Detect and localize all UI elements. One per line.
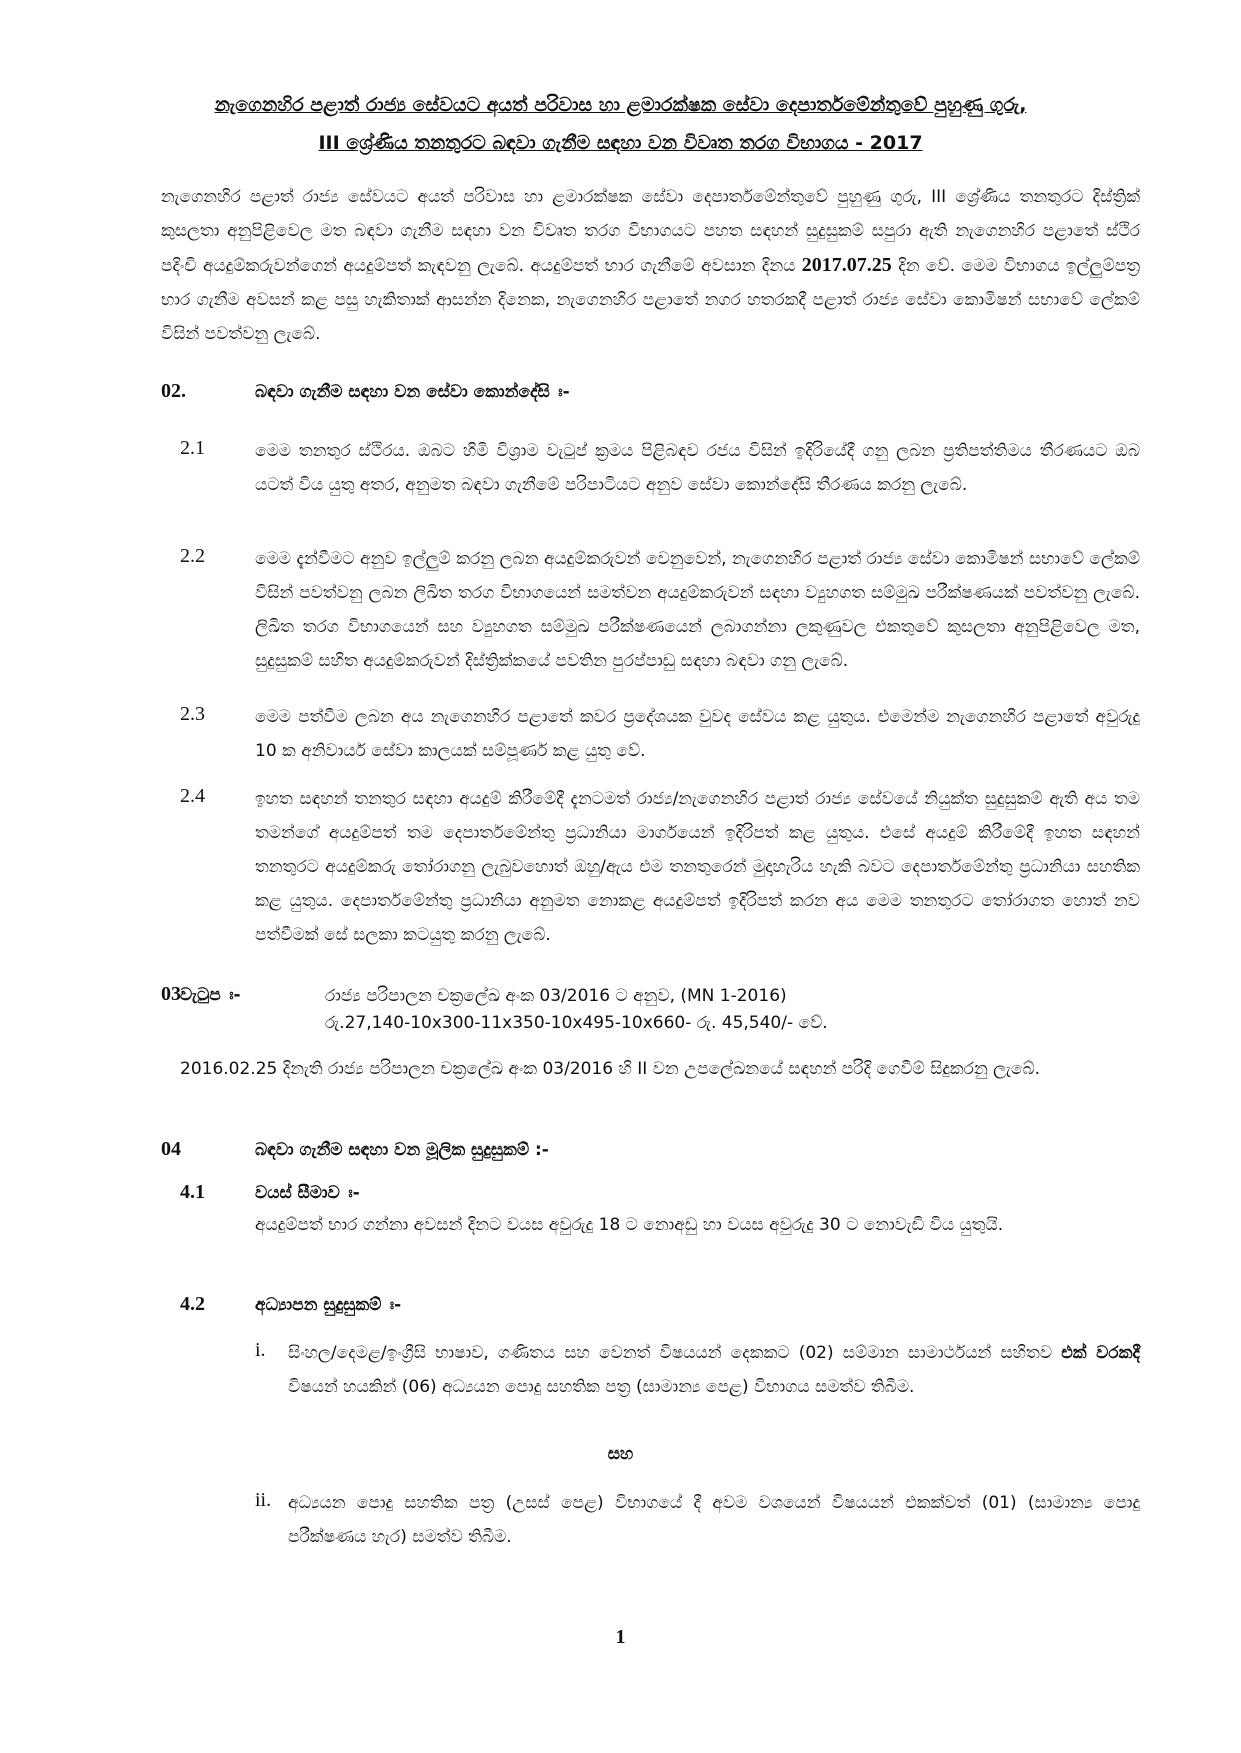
item-2-1-number: 2.1 [180,437,205,459]
salary-circular-line: රාජ්‍ය පරිපාලන චක්‍රලේඛ අංක 03/2016 ට අනුව, (MN 1-2016) [325,986,787,1006]
item-2-2-number: 2.2 [180,545,205,567]
item-2-4-number: 2.4 [180,785,205,807]
document-title-line-1: නැගෙනහිර පළාත් රාජ්‍ය සේවයට අයත් පරිවාස හා ළමාරක්ෂක සේවා දෙපාර්තමේන්තුවේ පුහුණු ගුරු, [214,94,1027,116]
section-3-heading: වැටුප ඃ- [180,985,241,1005]
item-2-1-text: මෙම තනතුර ස්ථිරය. ඔබට හිමි විශ්‍රාම වැටුප් ක්‍රමය පිළිබඳව රජය විසින් ඉදිරියේදී ගනු ලබන ප්‍රතිපත්තිමය තීරණයට ඔබ යටත් විය යුතු අතර, අනුමත බඳවා ගැනීමේ පරිපාටියට අනුව සේවා කොන්දේසි තීරණය කරනු ලැබේ. [255,441,1140,495]
qualification-i-bold: එක් වරකදී [1061,1343,1141,1363]
sub-4-1-number: 4.1 [180,1181,205,1203]
section-2-number: 02. [161,380,186,402]
section-4-heading: බඳවා ගැනීම සඳහා වන මූලික සුදුසුකම් :- [255,1140,549,1160]
sub-4-2-number: 4.2 [180,1293,205,1315]
page-number: 1 [615,1626,626,1648]
salary-note: 2016.02.25 දිනැති රාජ්‍ය පරිපාලන චක්‍රලේඛ අංක 03/2016 හි II වන උපලේඛනයේ සඳහන් පරිදි ගෙවීම් සිදුකරනු ලැබේ. [180,1059,1041,1079]
qualification-i-text [288,1336,1140,1404]
item-2-3-number: 2.3 [180,703,205,725]
qualification-ii-text: අධ්‍යයන පොදු සහතික පත්‍ර (උසස් පෙළ) විභාගයේ දී අවම වශයෙන් විෂයයන් එකක්වත් (01) (සාමාන්‍ය පොදු පරීක්ෂණය හැර) සමත්ව තිබීම. [288,1493,1140,1547]
intro-text-after: දින වේ. මෙම විභාගය ඉල්ලුම්පත්‍ර භාර ගැනීම අවසන් කළ පසු හැකිතාක් ආසන්න දිනෙක, නැගෙනහිර පළාතේ නගර හතරකදී පළාත් රාජ්‍ය සේවා කොමිෂන් සභාවේ ලේකම් විසින් පවත්වනු ලැබේ. [161,256,1141,344]
section-3-number: 03 [161,983,181,1005]
closing-date: 2017.07.25 [801,254,892,276]
document-title-line-2: III ශ්‍රේණිය තනතුරට බඳවා ගැනීම සඳහා වන විවෘත තරග විභාගය - 2017 [318,132,923,154]
intro-paragraph [161,180,1140,351]
item-2-2-text: මෙම දැන්වීමට අනුව ඉල්ලුම් කරනු ලබන අයදුම්කරුවන් වෙනුවෙන්, නැගෙනහිර පළාත් රාජ්‍ය සේවා කොමිෂන් සභාවේ ලේකම් විසින් පවත්වනු ලබන ලිඛිත තරග විභාගයෙන් සමත්වන අයදුම්කරුවන් සඳහා ව්‍යුහගත සම්මුඛ පරීක්ෂණයක් පවත්වනු ලැබේ. ලිඛිත තරග විභාගයෙන් සහ ව්‍යුහගත සම්මුඛ පරීක්ෂණයෙන් ලබාගන්නා ලකුණුවල එකතුවේ කුසලතා අනුපිළිවෙල මත, සුදුසුකම් සහිත අයදුම්කරුවන් දිස්ත්‍රික්කයේ පවතින පුරප්පාඩු සඳහා බඳවා ගනු ලැබේ. [255,549,1140,671]
item-2-3-text: මෙම පත්වීම ලබන අය නැගෙනහිර පළාතේ කවර ප්‍රදේශයක වුවද සේවය කළ යුතුය. එමෙන්ම නැගෙනහිර පළාතේ අවුරුදු 10 ක අනිවාර්ය සේවා කාලයක් සම්පූර්ණ කළ යුතු වේ. [255,707,1140,761]
sub-4-2-heading: අධ්‍යාපන සුදුසුකම් ඃ- [255,1295,402,1315]
qualification-ii-number: ii. [255,1489,272,1511]
sub-4-1-heading: වයස් සීමාව ඃ- [255,1183,360,1203]
section-2-heading: බඳවා ගැනීම සඳහා වන සේවා කොන්දේසි ඃ- [255,382,570,402]
qualification-i-number: i. [255,1339,266,1361]
and-connector: සහ [607,1444,634,1464]
item-2-4-text: ඉහත සඳහන් තනතුර සඳහා අයදුම් කිරීමේදී දැනටමත් රාජ්‍ය/නැගෙනහිර පළාත් රාජ්‍ය සේවයේ නියුක්ත සුදුසුකම් ඇති අය තම තමන්ගේ අයදුම්පත් තම දෙපාර්තමේන්තු ප්‍රධානියා මාර්ගයෙන් ඉදිරිපත් කළ යුතුය. එසේ අයදුම් කිරීමේදී ඉහත සඳහන් තනතුරට අයදුම්කරු තෝරාගනු ලැබුවහොත් ඔහු/ඇය එම තනතුරෙන් මුදාහැරිය හැකි බවට දෙපාර්තමේන්තු ප්‍රධානියා සහතික කළ යුතුය. දෙපාර්තමේන්තු ප්‍රධානියා අනුමත නොකළ අයදුම්පත් ඉදිරිපත් කරන අය මෙම තනතුරට තෝරාගත හොත් නව පත්වීමක් සේ සලකා කටයුතු කරනු ලැබේ. [255,789,1140,945]
qualification-i-before: සිංහල/දෙමළ/ඉංග්‍රීසි භාෂාව, ගණිතය සහ වෙනත් විෂයයන් දෙකකට (02) සම්මාන සාමාර්ථයන් සහිතව [288,1343,1053,1363]
salary-scale-line: රු.27,140-10x300-11x350-10x495-10x660- රු. 45,540/- වේ. [325,1013,828,1033]
intro-text-before: නැගෙනහිර පළාත් රාජ්‍ය සේවයට අයත් පරිවාස හා ළමාරක්ෂක සේවා දෙපාර්තමේන්තුවේ පුහුණු ගුරු, III ශ්‍රේණිය තනතුරට දිස්ත්‍රික් කුසලතා අනුපිළිවෙල මත බඳවා ගැනීම සඳහා වන විවෘත තරග විභාගයට පහත සඳහන් සුදුසුකම් සපුරා ඇති නැගෙනහිර පළාතේ ස්ථිර පදිංචි අයදුම්කරුවන්ගෙන් අයදුම්පත් කැඳවනු ලැබේ. අයදුම්පත් භාර ගැනීමේ අවසාන දිනය [161,187,1140,276]
section-4-number: 04 [161,1138,181,1160]
age-limit-text: අයදුම්පත් භාර ගන්නා අවසන් දිනට වයස අවුරුදු 18 ට නොඅඩු හා වයස අවුරුදු 30 ට නොවැඩි විය යුතුයි. [255,1215,1004,1235]
qualification-i-after: විෂයන් හයකින් (06) අධ්‍යයන පොදු සහතික පත්‍ර (සාමාන්‍ය පෙළ) විභාගය සමත්ව තිබීම. [288,1377,915,1397]
